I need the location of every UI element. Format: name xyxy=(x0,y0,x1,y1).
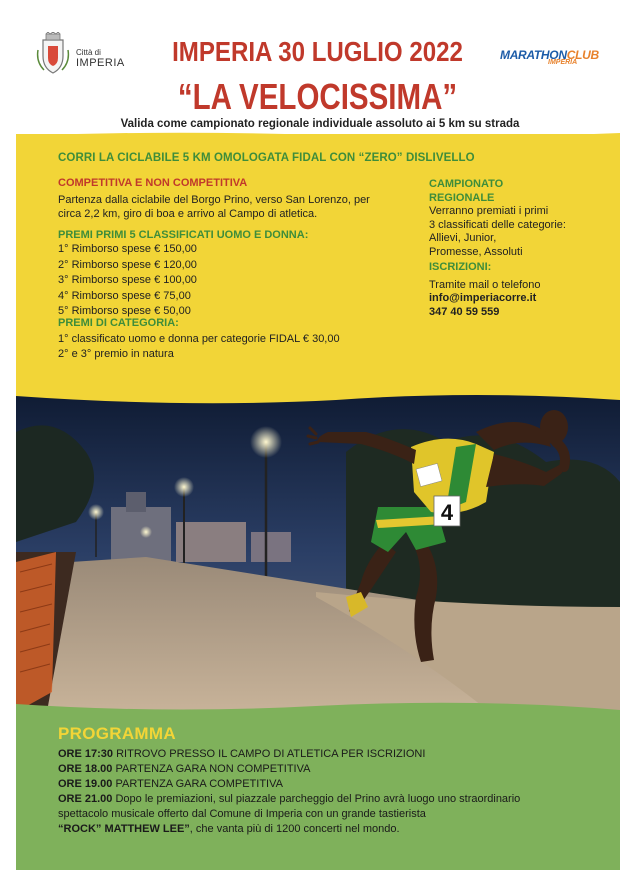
race-headline: CORRI LA CICLABILE 5 KM OMOLOGATA FIDAL CON “ZERO” DISLIVELLO xyxy=(58,152,475,164)
event-name-title: “LA VELOCISSIMA” xyxy=(177,76,458,117)
logo-sub: IMPERIA xyxy=(548,59,578,66)
program-text: PARTENZA GARA NON COMPETITIVA xyxy=(115,763,311,775)
artist-name: “ROCK” MATTHEW LEE” xyxy=(58,823,190,835)
program-text-end xyxy=(58,822,598,837)
city-name: IMPERIA xyxy=(76,57,125,69)
championship-heading-2: REGIONALE xyxy=(429,191,495,204)
program-heading: PROGRAMMA xyxy=(58,724,176,743)
list-item: 2° Rimborso spese € 120,00 xyxy=(58,258,197,271)
list-item: Allievi, Junior, xyxy=(429,232,497,244)
registration-text: Tramite mail o telefono xyxy=(429,278,541,291)
program-list xyxy=(58,747,598,837)
event-date-title: IMPERIA 30 LUGLIO 2022 xyxy=(172,36,463,67)
program-time: ORE 19.00 xyxy=(58,778,113,790)
program-item xyxy=(58,762,598,777)
sidebar-info xyxy=(429,178,619,319)
program-item xyxy=(58,777,598,792)
program-time: ORE 18.00 xyxy=(58,763,113,775)
wave-decoration xyxy=(16,130,620,144)
category-heading: PREMI DI CATEGORIA: xyxy=(58,317,179,329)
registration-heading: ISCRIZIONI: xyxy=(429,261,492,273)
subtitle: Valida come campionato regionale individuale assoluto ai 5 km su strada xyxy=(120,118,520,130)
route-description: Partenza dalla ciclabile del Borgo Prino, verso San Lorenzo, per circa 2,2 km, giro di boa e arrivo al Campo di atletica. xyxy=(58,194,370,220)
program-text: , che vanta più di 1200 concerti nel mondo. xyxy=(189,823,400,835)
city-label: Città di xyxy=(76,48,101,57)
program-text: Dopo le premiazioni, sul piazzale parcheggio del Prino avrà luogo uno straordinario xyxy=(115,793,521,805)
list-item: 5° Rimborso spese € 50,00 xyxy=(58,305,191,317)
championship-heading: CAMPIONATO xyxy=(429,178,504,190)
runner-photo xyxy=(16,392,620,717)
list-item: Promesse, Assoluti xyxy=(429,245,523,258)
program-item xyxy=(58,792,598,807)
email-link[interactable]: info@imperiacorre.it xyxy=(429,292,537,304)
program-text: RITROVO PRESSO IL CAMPO DI ATLETICA PER ISCRIZIONI xyxy=(116,748,426,760)
list-item: Verranno premiati i primi xyxy=(429,205,549,217)
phone-number[interactable]: 347 40 59 559 xyxy=(429,305,500,318)
list-item: 3 classificati delle categorie: xyxy=(429,218,566,231)
prizes-list xyxy=(58,242,197,320)
list-item: 1° Rimborso spese € 150,00 xyxy=(58,243,197,255)
logo-club: CLUB xyxy=(566,48,599,62)
program-text-cont: spettacolo musicale offerto dal Comune di Imperia con un grande tastierista xyxy=(58,808,426,820)
program-item xyxy=(58,747,598,762)
bib-number: 4 xyxy=(440,500,454,525)
prizes-heading: PREMI PRIMI 5 CLASSIFICATI UOMO E DONNA: xyxy=(58,229,309,241)
list-item: 1° classificato uomo e donna per categorie FIDAL € 30,00 xyxy=(58,333,340,345)
list-item: 4° Rimborso spese € 75,00 xyxy=(58,289,191,302)
program-time: ORE 21.00 xyxy=(58,793,113,805)
competitive-heading: COMPETITIVA E NON COMPETITIVA xyxy=(58,177,248,189)
city-crest-icon xyxy=(36,32,70,76)
list-item: 3° Rimborso spese € 100,00 xyxy=(58,274,197,286)
program-time: ORE 17:30 xyxy=(58,748,114,760)
list-item: 2° e 3° premio in natura xyxy=(58,348,174,360)
logo-main: MARATHON xyxy=(500,48,567,62)
program-text: PARTENZA GARA COMPETITIVA xyxy=(115,778,283,790)
category-list xyxy=(58,332,340,362)
